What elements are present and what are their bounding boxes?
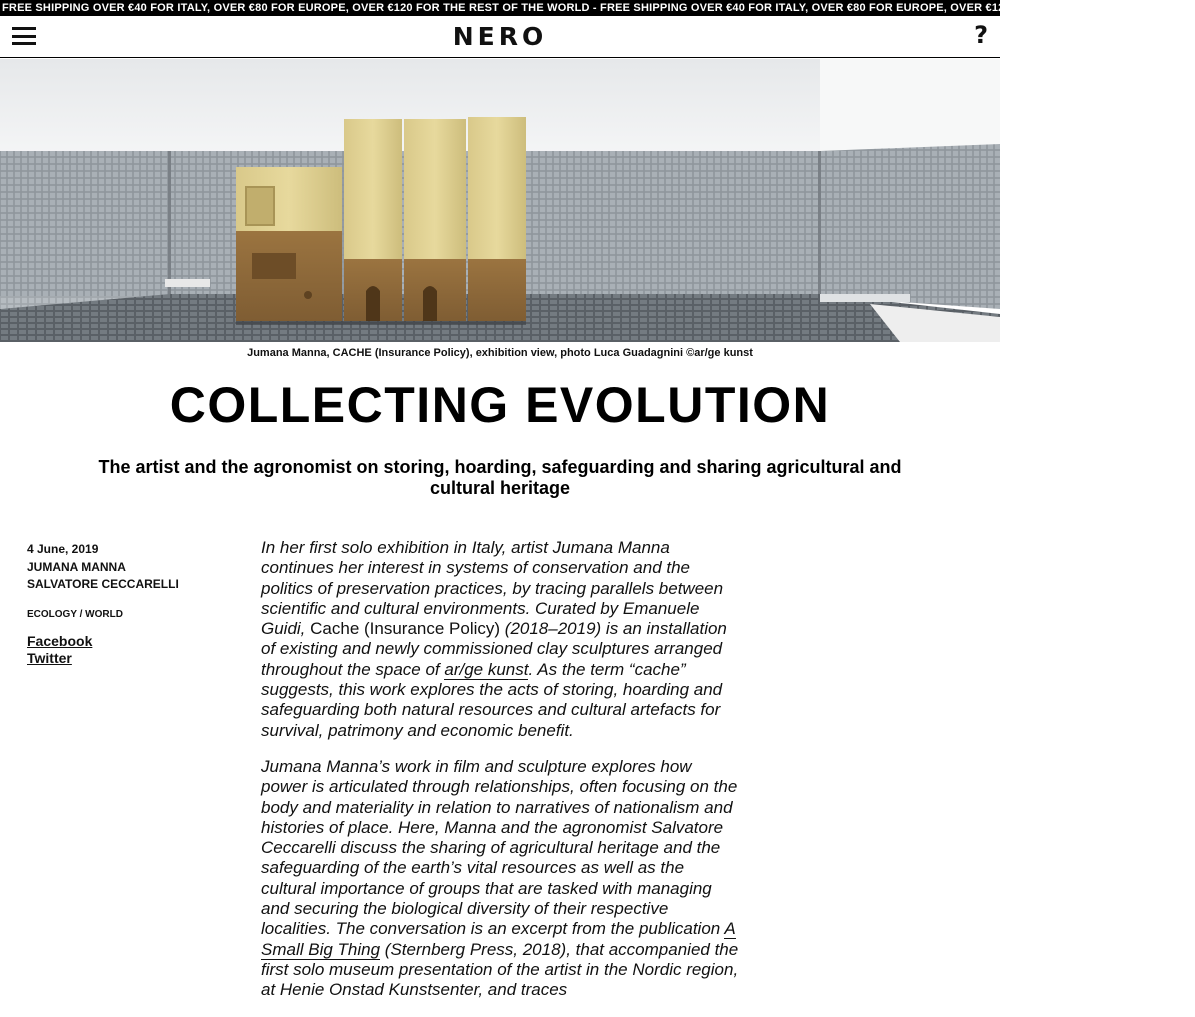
image-caption: Jumana Manna, CACHE (Insurance Policy), exhibition view, photo Luca Guadagnini ©ar/ge kunst (247, 347, 753, 359)
share-links (27, 633, 227, 667)
paragraph (261, 538, 741, 741)
ticker-text: FREE SHIPPING OVER €40 FOR ITALY, OVER €80 FOR EUROPE, OVER €120 FOR THE REST OF THE WORLD - FREE SHIPPING OVER €40 FOR ITALY, OVER €80 FOR EUROPE, OVER €120 FOR THE REST OF THE WORLD - (2, 2, 1195, 14)
paragraph-text: Jumana Manna’s work in film and sculpture explores how power is articulated through relationships, often focusing on the body and materiality in relation to narratives of nationalism and histories of place. Here, Manna and the agronomist Salvatore Ceccarelli discuss the sharing of agricultural heritage and the safeguarding of the earth’s vital resources as well as the cultural importance of groups that are tasked with managing and securing the biological diversity of their respective localities. The conversation is an excerpt from the publication (261, 756, 738, 939)
paragraph-text: (Sternberg Press, 2018), that accompanied the first solo museum presentation of the artist in the Nordic region, at Henie Onstad Kunstsenter, and traces (261, 939, 739, 1000)
category-link[interactable]: ECOLOGY (27, 608, 77, 620)
site-logo[interactable]: NERO (452, 22, 548, 51)
article-body (261, 538, 741, 1017)
article-meta (27, 541, 227, 667)
article-subtitle: The artist and the agronomist on storing, hoarding, safeguarding and sharing agricultural and cultural heritage (98, 457, 902, 498)
paragraph-text: (2018–2019) is an installation of existing and newly commissioned clay sculptures arranged throughout the space of (261, 619, 727, 679)
share-twitter-link[interactable]: Twitter (27, 649, 72, 666)
inline-link[interactable]: ar/ge kunst (444, 659, 529, 679)
category-link[interactable]: WORLD (85, 608, 123, 620)
paragraph (261, 757, 741, 1001)
author-link[interactable]: JUMANA MANNA (27, 559, 126, 574)
author-link[interactable]: SALVATORE CECCARELLI (27, 577, 179, 591)
shipping-ticker (0, 0, 1195, 16)
hero-image (0, 59, 1000, 342)
category-separator: / (76, 608, 86, 620)
paragraph-text: . As the term “cache” suggests, this work explores the acts of storing, hoarding and safeguarding both natural resources and cultural artefacts for survival, patrimony and economic benefit. (261, 659, 723, 740)
paragraph-text: In her first solo exhibition in Italy, artist Jumana Manna continues her interest in systems of conservation and the politics of preservation practices, by tracing parallels between scientific and cultural environments. Curated by Emanuele Guidi, (261, 538, 724, 639)
category-list (27, 607, 227, 623)
article-title: COLLECTING EVOLUTION (169, 377, 831, 433)
share-facebook-link[interactable]: Facebook (27, 632, 93, 649)
inline-link[interactable]: A Small Big Thing (261, 919, 736, 959)
site-header (0, 16, 1000, 58)
artwork-title: Cache (Insurance Policy) (310, 619, 501, 639)
article-date: 4 June, 2019 (27, 542, 99, 556)
help-icon[interactable]: ? (974, 21, 988, 49)
